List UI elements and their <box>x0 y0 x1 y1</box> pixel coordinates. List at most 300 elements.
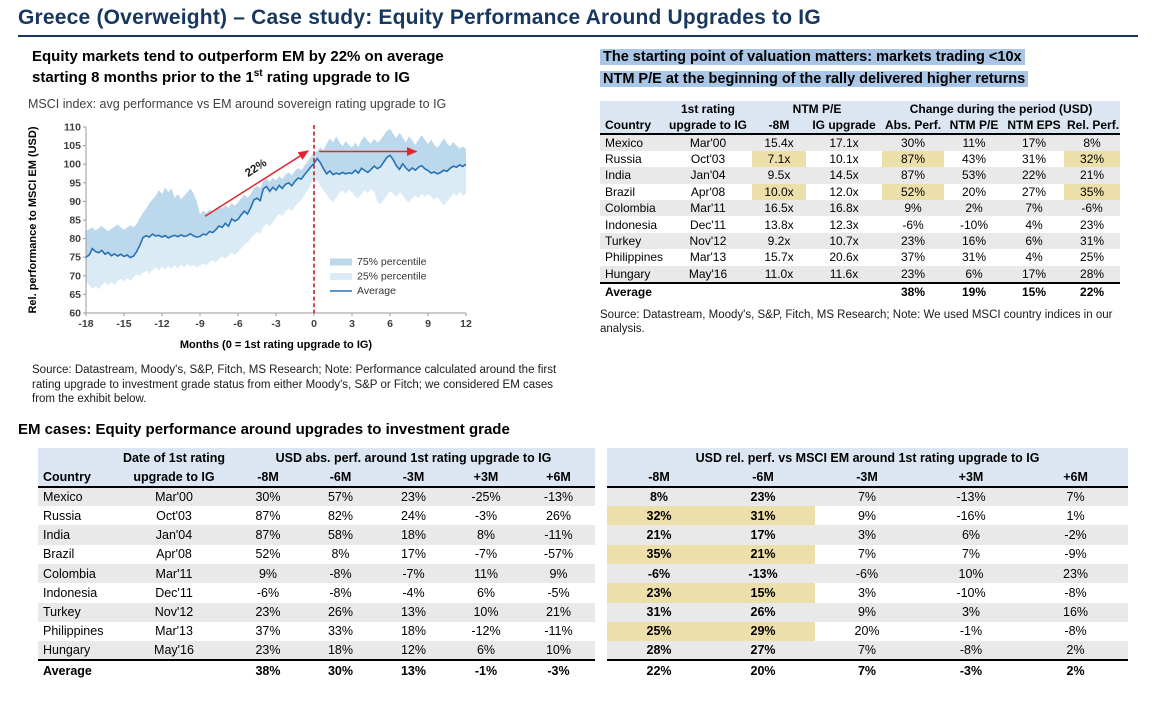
period-header: -3M <box>815 467 919 486</box>
table-row <box>600 249 1120 265</box>
value-cell: 23% <box>882 233 944 249</box>
value-cell: -11% <box>522 525 595 544</box>
table-row <box>607 641 1128 660</box>
value-cell: 35% <box>1064 184 1120 200</box>
table-row <box>38 660 595 679</box>
value-cell: 8% <box>331 547 350 562</box>
valuation-table-header <box>600 101 1120 134</box>
value-cell: 22% <box>1064 283 1120 300</box>
value-cell: 87% <box>255 508 281 523</box>
value-cell: 15.7x <box>764 250 794 265</box>
y-tick-label: 110 <box>64 121 81 134</box>
x-tick-label: -18 <box>78 318 94 330</box>
value-cell: 57% <box>304 487 377 506</box>
y-tick-label: 70 <box>69 270 81 283</box>
date-cell: Dec'11 <box>689 217 727 232</box>
y-tick-label: 80 <box>69 233 81 246</box>
date-header-line1: Date of 1st rating <box>116 448 232 467</box>
country-cell: India <box>600 167 664 183</box>
value-cell: 24% <box>400 508 427 523</box>
value-cell: 11.6x <box>806 266 882 283</box>
table-row <box>600 266 1120 283</box>
value-cell: 29% <box>711 622 815 641</box>
legend-label: 25% percentile <box>357 270 427 283</box>
value-cell: 13% <box>377 660 450 679</box>
value-cell: 3% <box>857 585 877 600</box>
value-cell: 4% <box>1025 217 1043 232</box>
table-row <box>38 603 595 622</box>
report-page <box>0 6 1156 680</box>
country-header: Country <box>38 467 116 486</box>
value-cell: -12% <box>471 624 501 639</box>
col-header: Abs. Perf. <box>882 117 944 134</box>
value-cell: 31% <box>711 506 815 525</box>
date-cell: May'16 <box>664 266 752 283</box>
left-headline-line2-end: rating upgrade to IG <box>262 68 411 86</box>
column-header-row <box>607 467 1128 486</box>
value-cell: -6% <box>902 217 924 232</box>
value-cell: 17% <box>1004 134 1064 151</box>
value-cell: 13.8x <box>764 217 794 232</box>
value-cell: -57% <box>543 547 574 562</box>
average-label: Average <box>38 660 116 679</box>
abs-perf-group-header: USD abs. perf. around 1st rating upgrade to IG <box>232 448 595 467</box>
y-tick-label: 85 <box>69 214 81 227</box>
value-cell: 23% <box>1023 564 1128 583</box>
change-group-header: Change during the period (USD) <box>882 101 1120 117</box>
date-cell: Dec'11 <box>155 585 193 600</box>
value-cell: 15% <box>711 583 815 602</box>
value-cell: 12.0x <box>829 184 859 199</box>
value-cell: 53% <box>944 167 1004 183</box>
value-cell: 27% <box>711 641 815 660</box>
value-cell: 26% <box>711 603 815 622</box>
date-cell: Apr'08 <box>156 547 192 562</box>
value-cell: 7% <box>815 641 919 660</box>
value-cell: 19% <box>944 283 1004 300</box>
value-cell: -10% <box>956 585 986 600</box>
value-cell: -6% <box>256 585 280 600</box>
x-tick-label: -6 <box>233 318 243 330</box>
value-cell: 21% <box>607 525 711 544</box>
country-cell: India <box>38 525 116 544</box>
value-cell: 6% <box>476 585 496 600</box>
table-row <box>38 545 595 564</box>
country-cell: Russia <box>43 508 82 523</box>
value-cell: -3% <box>522 660 595 679</box>
value-cell: 18% <box>400 624 427 639</box>
value-cell: 16% <box>944 233 1004 249</box>
chart-title: MSCI index: avg performance vs EM around sovereign rating upgrade to IG <box>28 97 447 111</box>
value-cell: 20% <box>962 184 987 199</box>
value-cell: 31% <box>1022 152 1047 167</box>
value-cell: -16% <box>956 508 986 523</box>
table-row <box>600 200 1120 216</box>
value-cell: 52% <box>882 184 944 200</box>
value-cell: -6% <box>815 564 919 583</box>
x-tick-label: -9 <box>195 318 205 330</box>
x-tick-label: 6 <box>387 318 393 330</box>
value-cell: 7% <box>815 487 919 506</box>
blank-header-cell <box>600 101 664 117</box>
date-cell: Mar'11 <box>116 564 232 583</box>
value-cell: 28% <box>607 641 711 660</box>
value-cell: -7% <box>377 564 450 583</box>
em-abs-table-header <box>38 448 595 487</box>
group-header-row <box>607 448 1128 467</box>
value-cell: 20.6x <box>829 250 859 265</box>
y-tick-label: 60 <box>69 307 81 320</box>
value-cell: 23% <box>711 487 815 506</box>
average-label: Average <box>600 283 664 300</box>
value-cell: 2% <box>1023 660 1128 679</box>
period-header: -6M <box>711 467 815 486</box>
em-abs-perf-table <box>38 448 595 680</box>
value-cell: -8% <box>304 564 377 583</box>
country-cell: Colombia <box>38 564 116 583</box>
y-axis-title: Rel. performance to MSCI EM (USD) <box>27 126 39 314</box>
value-cell: -1% <box>450 660 522 679</box>
value-cell: 4% <box>1025 250 1043 265</box>
value-cell: 27% <box>1022 184 1047 199</box>
country-cell: Brazil <box>605 184 636 199</box>
value-cell: -3% <box>919 660 1023 679</box>
value-cell: 7% <box>1023 487 1128 506</box>
x-tick-label: 12 <box>460 318 472 330</box>
value-cell: 17% <box>400 547 427 562</box>
legend-swatch <box>330 273 352 280</box>
table-row <box>600 233 1120 249</box>
value-cell: 14.5x <box>806 167 882 183</box>
value-cell: 22% <box>607 660 711 679</box>
value-cell: 11% <box>944 134 1004 151</box>
value-cell: 10% <box>450 603 522 622</box>
x-tick-label: 9 <box>425 318 431 330</box>
period-header: -8M <box>232 467 304 486</box>
country-cell: Russia <box>605 152 642 167</box>
value-cell: 30% <box>882 134 944 151</box>
value-cell: -5% <box>547 585 570 600</box>
value-cell: 20% <box>711 660 815 679</box>
value-cell: 10.0x <box>752 184 806 200</box>
value-cell: 58% <box>304 525 377 544</box>
y-tick-label: 105 <box>63 140 81 153</box>
value-cell: 23% <box>232 603 304 622</box>
value-cell: 87% <box>882 167 944 183</box>
value-cell: 26% <box>545 508 572 523</box>
y-tick-label: 75 <box>69 251 81 264</box>
value-cell: 7% <box>961 547 981 562</box>
value-cell: -2% <box>1023 525 1128 544</box>
date-cell: Mar'11 <box>664 200 752 216</box>
value-cell: 16.8x <box>806 200 882 216</box>
left-headline <box>32 47 590 87</box>
chart-source-note: Source: Datastream, Moody's, S&P, Fitch, MS Research; Note: Performance calculated around the first rating upgrade to investment grade status from either Moody's, S&P or Fitch; we considered EM cases from the exhibit below. <box>32 364 557 406</box>
value-cell: 7.1x <box>752 151 806 167</box>
table-row <box>600 151 1120 167</box>
value-cell: 26% <box>304 603 377 622</box>
country-cell: Mexico <box>38 487 116 506</box>
valuation-table-body <box>600 134 1120 300</box>
value-cell: 17% <box>711 525 815 544</box>
value-cell: 38% <box>232 660 304 679</box>
table-row <box>38 641 595 660</box>
value-cell: 20% <box>854 624 880 639</box>
table-row <box>607 487 1128 506</box>
value-cell: 12% <box>377 641 450 660</box>
value-cell: 8% <box>607 487 711 506</box>
value-cell: 3% <box>919 603 1023 622</box>
country-cell: Philippines <box>605 250 664 265</box>
value-cell: -6% <box>1064 200 1120 216</box>
value-cell: 8% <box>1064 134 1120 151</box>
value-cell: 10% <box>919 564 1023 583</box>
em-abs-table-body <box>38 487 595 680</box>
col-header: NTM EPS <box>1004 117 1064 134</box>
y-tick-label: 90 <box>69 195 81 208</box>
value-cell: 43% <box>962 152 987 167</box>
value-cell: 17.1x <box>806 134 882 151</box>
period-header: +3M <box>450 467 522 486</box>
value-cell: 23% <box>377 487 450 506</box>
date-cell: Oct'03 <box>690 152 726 167</box>
value-cell: 21% <box>711 545 815 564</box>
date-cell: Nov'12 <box>116 603 232 622</box>
date-cell: Mar'00 <box>664 134 752 151</box>
value-cell: 9.5x <box>752 167 806 183</box>
value-cell: -7% <box>474 547 498 562</box>
date-cell: Mar'13 <box>155 624 193 639</box>
country-header: Country <box>600 117 664 134</box>
value-cell <box>752 283 806 300</box>
value-cell: 82% <box>327 508 354 523</box>
table-row <box>38 583 595 602</box>
value-cell: 25% <box>1080 250 1105 265</box>
table-row <box>607 545 1128 564</box>
value-cell: 3% <box>815 525 919 544</box>
col-header: NTM P/E <box>944 117 1004 134</box>
value-cell: 6% <box>944 266 1004 283</box>
value-cell: -13% <box>711 564 815 583</box>
table-row <box>600 184 1120 200</box>
y-tick-label: 95 <box>69 177 81 190</box>
valuation-source-note: Source: Datastream, Moody's, S&P, Fitch, MS Research; Note: We used MSCI country indices in our analysis. <box>600 308 1113 336</box>
period-header: -8M <box>607 467 711 486</box>
value-cell: -13% <box>522 487 595 506</box>
value-cell: 38% <box>882 283 944 300</box>
value-cell: 30% <box>304 660 377 679</box>
date-header-line2: upgrade to IG <box>116 467 232 486</box>
value-cell: 11% <box>450 564 522 583</box>
value-cell: -8% <box>919 641 1023 660</box>
x-axis-title: Months (0 = 1st rating upgrade to IG) <box>179 339 373 351</box>
value-cell: -4% <box>402 585 425 600</box>
y-tick-label: 100 <box>63 158 81 171</box>
value-cell: 9% <box>815 603 919 622</box>
x-tick-label: -12 <box>154 318 170 330</box>
table-row <box>607 583 1128 602</box>
table-row <box>38 506 595 525</box>
em-rel-table-body <box>607 487 1128 680</box>
table-row <box>607 506 1128 525</box>
legend-label: Average <box>357 285 396 297</box>
value-cell: 6% <box>919 525 1023 544</box>
value-cell: 32% <box>1064 151 1120 167</box>
table-row <box>600 283 1120 300</box>
country-cell: Philippines <box>43 624 104 639</box>
value-cell: 31% <box>962 250 987 265</box>
blank-header-cell <box>38 448 116 467</box>
period-header: +6M <box>1023 467 1128 486</box>
country-cell: Turkey <box>38 603 116 622</box>
value-cell: -8% <box>1064 624 1087 639</box>
value-cell: 7% <box>1004 200 1064 216</box>
value-cell: 31% <box>1064 233 1120 249</box>
table-row <box>38 525 595 544</box>
value-cell: -10% <box>960 217 989 232</box>
x-tick-label: 3 <box>349 318 355 330</box>
country-cell: Mexico <box>600 134 664 151</box>
rel-perf-group-header: USD rel. perf. vs MSCI EM around 1st rating upgrade to IG <box>607 448 1128 467</box>
y-tick-label: 65 <box>69 288 81 301</box>
rating-header-line2: upgrade to IG <box>664 117 752 134</box>
value-cell: 28% <box>1064 266 1120 283</box>
value-cell: -9% <box>1064 547 1087 562</box>
ntm-pe-group-header: NTM P/E <box>752 101 882 117</box>
table-row <box>38 487 595 506</box>
value-cell: 37% <box>255 624 281 639</box>
column-header-row <box>600 117 1120 134</box>
value-cell: 2% <box>944 200 1004 216</box>
page-title: Greece (Overweight) – Case study: Equity Performance Around Upgrades to IG <box>18 6 1138 37</box>
value-cell: -11% <box>544 624 573 639</box>
value-cell: 30% <box>232 487 304 506</box>
value-cell: 9% <box>882 200 944 216</box>
date-cell: Mar'00 <box>116 487 232 506</box>
table-row <box>607 564 1128 583</box>
table-row <box>600 167 1120 183</box>
value-cell: 9.2x <box>752 233 806 249</box>
em-cases-section <box>0 421 1156 680</box>
em-rel-perf-table <box>607 448 1128 680</box>
table-row <box>38 564 595 583</box>
table-row <box>607 525 1128 544</box>
value-cell: 18% <box>304 641 377 660</box>
col-header: Rel. Perf. <box>1064 117 1120 134</box>
value-cell: 23% <box>232 641 304 660</box>
value-cell: 23% <box>607 583 711 602</box>
right-headline-line2: NTM P/E at the beginning of the rally delivered higher returns <box>600 71 1028 87</box>
country-cell: Indonesia <box>605 217 658 232</box>
legend-swatch <box>330 259 352 266</box>
value-cell: 32% <box>607 506 711 525</box>
value-cell: 6% <box>1004 233 1064 249</box>
date-cell: May'16 <box>116 641 232 660</box>
x-tick-label: 0 <box>311 318 317 330</box>
value-cell: -8% <box>1064 585 1087 600</box>
value-cell: 37% <box>901 250 926 265</box>
table-row <box>600 216 1120 232</box>
value-cell: 10.7x <box>806 233 882 249</box>
country-cell: Turkey <box>600 233 664 249</box>
country-cell: Colombia <box>600 200 664 216</box>
value-cell: 31% <box>607 603 711 622</box>
left-headline-line1: Equity markets tend to outperform EM by 22% on average <box>32 48 444 65</box>
country-cell: Hungary <box>600 266 664 283</box>
table-row <box>600 134 1120 151</box>
value-cell: 17% <box>1004 266 1064 283</box>
table-row <box>38 622 595 641</box>
value-cell: 7% <box>857 547 877 562</box>
date-cell: Jan'04 <box>116 525 232 544</box>
value-cell: 13% <box>377 603 450 622</box>
value-cell: 10% <box>522 641 595 660</box>
valuation-section <box>600 37 1128 337</box>
date-cell <box>664 283 752 300</box>
date-cell <box>116 660 232 679</box>
ordinal-superscript: st <box>253 67 263 79</box>
value-cell: 12.3x <box>829 217 859 232</box>
country-cell: Brazil <box>43 547 75 562</box>
value-cell: 87% <box>882 151 944 167</box>
performance-chart <box>24 113 494 355</box>
value-cell: 23% <box>1080 217 1105 232</box>
gain-annotation: 22% <box>243 157 270 180</box>
value-cell: 16% <box>1023 603 1128 622</box>
table-row <box>607 603 1128 622</box>
value-cell: 6% <box>450 641 522 660</box>
group-header-row <box>38 448 595 467</box>
value-cell: -6% <box>607 564 711 583</box>
right-headline-line1: The starting point of valuation matters: markets trading <10x <box>600 49 1025 65</box>
country-cell: Indonesia <box>43 585 98 600</box>
value-cell: 21% <box>1064 167 1120 183</box>
legend-label: 75% percentile <box>357 256 427 268</box>
x-tick-label: -15 <box>116 318 132 330</box>
valuation-table <box>600 101 1120 300</box>
value-cell: -3% <box>474 508 498 523</box>
value-cell: 23% <box>882 266 944 283</box>
col-header: -8M <box>752 117 806 134</box>
em-tables <box>38 448 1138 680</box>
date-cell: Apr'08 <box>690 184 726 199</box>
value-cell: 15% <box>1004 283 1064 300</box>
value-cell: 33% <box>327 624 354 639</box>
date-cell: Jan'04 <box>664 167 752 183</box>
country-cell: Hungary <box>38 641 116 660</box>
value-cell: 35% <box>607 545 711 564</box>
value-cell: 87% <box>232 525 304 544</box>
right-headline <box>600 47 1128 91</box>
date-cell: Oct'03 <box>156 508 192 523</box>
value-cell: -13% <box>919 487 1023 506</box>
em-cases-heading: EM cases: Equity performance around upgrades to investment grade <box>18 421 510 439</box>
value-cell: 22% <box>1004 167 1064 183</box>
value-cell: 9% <box>232 564 304 583</box>
value-cell: 25% <box>607 622 711 641</box>
rating-header-line1: 1st rating <box>664 101 752 117</box>
chart-section <box>18 37 590 407</box>
col-header: IG upgrade <box>806 117 882 134</box>
table-row <box>607 660 1128 679</box>
value-cell: 9% <box>857 508 877 523</box>
value-cell: 52% <box>255 547 281 562</box>
value-cell <box>806 283 882 300</box>
value-cell: 9% <box>522 564 595 583</box>
period-header: -6M <box>304 467 377 486</box>
period-header: +3M <box>919 467 1023 486</box>
value-cell: 7% <box>815 660 919 679</box>
